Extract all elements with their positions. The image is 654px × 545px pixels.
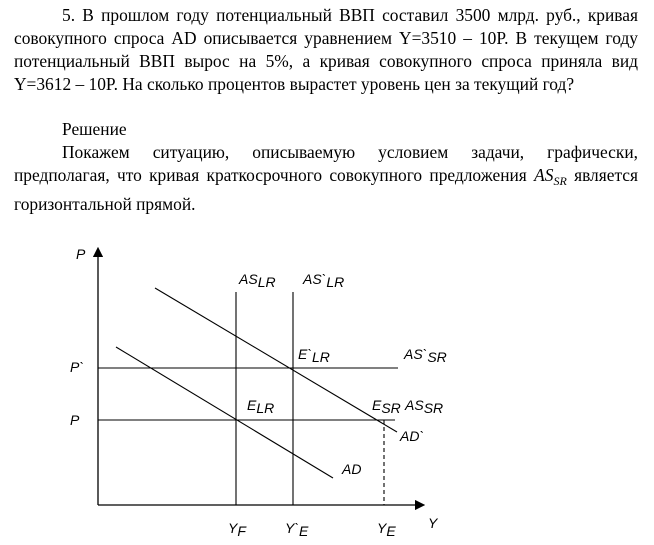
y-f-label: YF xyxy=(228,520,246,539)
problem-number: 5. xyxy=(62,5,76,25)
ad-new-label: AD` xyxy=(400,428,425,444)
solution-text-after: является горизонтальной прямой. xyxy=(14,165,638,214)
solution-text-before: Покажем ситуацию, описываемую условием задачи, графически, предполагая, что кривая краткосрочного совокупного предложения xyxy=(14,142,638,185)
as-lr-old-label: ASLR xyxy=(239,271,276,290)
ad-old-curve xyxy=(116,347,333,478)
solution-heading: Решение xyxy=(62,119,127,139)
e-lr-old-label: ELR xyxy=(247,397,275,416)
price-new-label: P` xyxy=(70,359,84,375)
ad-new-curve xyxy=(155,288,397,432)
e-sr-label: ESR xyxy=(372,397,401,416)
price-old-label: P xyxy=(70,412,80,428)
as-sr-new-label: AS`SR xyxy=(404,346,447,365)
price-axis-label: P xyxy=(76,246,86,262)
e-lr-new-label: E`LR xyxy=(298,346,330,365)
y-e-new-label: Y`E xyxy=(285,520,309,539)
as-sr-old-label: ASSR xyxy=(405,397,444,416)
problem-text: В прошлом году потенциальный ВВП составил 3500 млрд. руб., кривая совокупного спроса AD описывается уравнением Y=3510 – 10P. В текущем году потенциальный ВВП вырос на 5%, а кривая совокупного спроса приняла вид Y=3612 – 10P. На сколько процентов вырастет уровень цен за текущий год? xyxy=(14,5,638,94)
as-sr-term: $AS_{SR}$ xyxy=(534,165,567,188)
output-axis-label: Y xyxy=(428,515,438,531)
y-e-label: YE xyxy=(377,520,396,539)
as-lr-new-label: AS`LR xyxy=(303,271,345,290)
ad-old-label: AD xyxy=(342,461,362,477)
